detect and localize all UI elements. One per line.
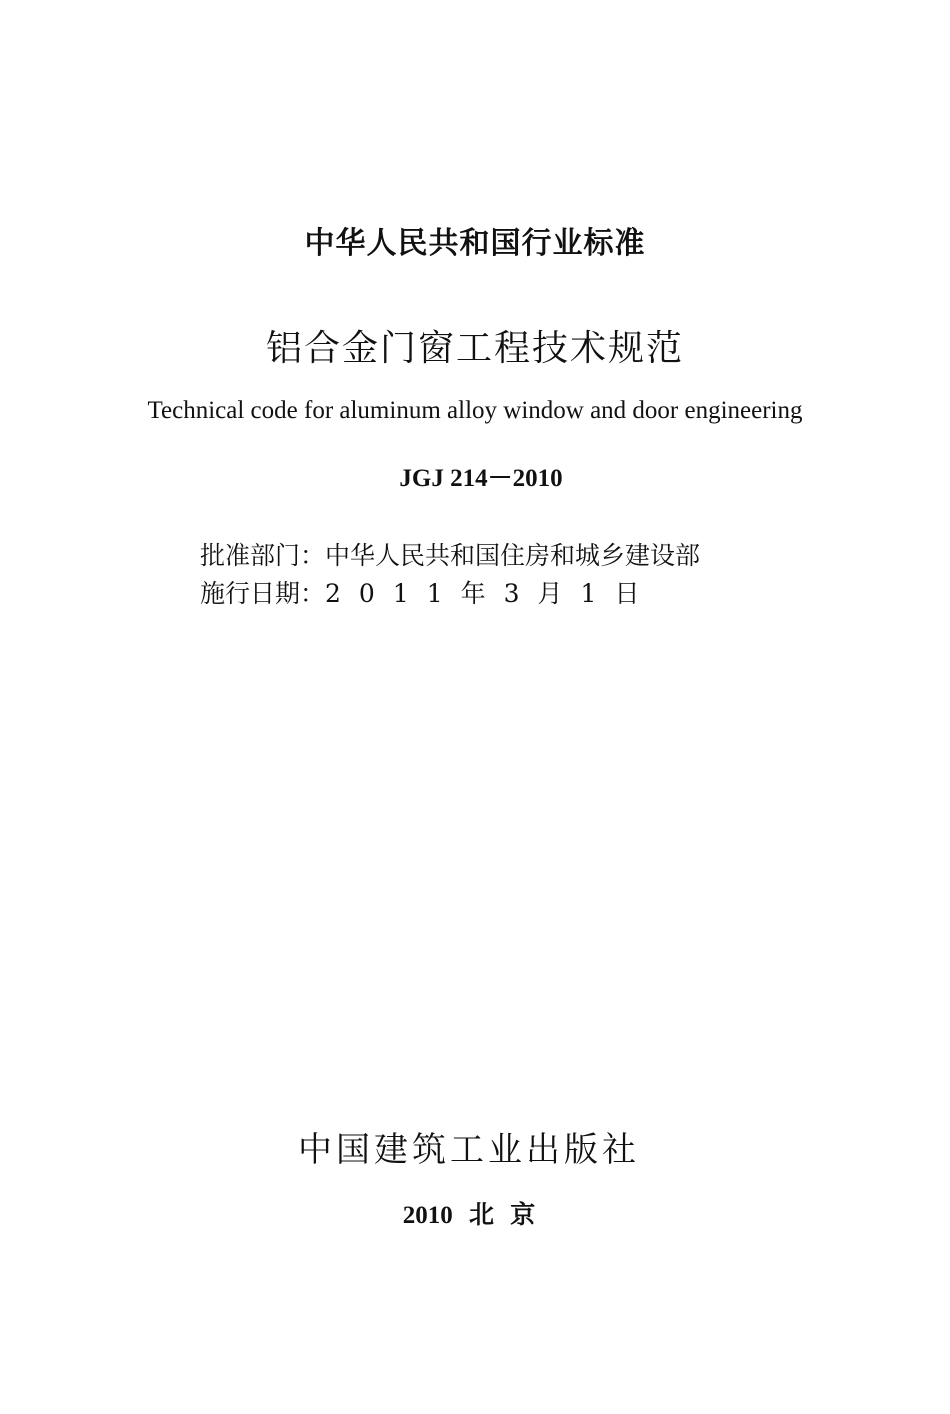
approval-department [200,536,700,572]
effective-date-label: 施行日期： [200,579,326,608]
document-title-chinese: 铝合金门窗工程技术规范 [265,328,684,369]
approval-label: 批准部门： [200,541,326,570]
standard-category: 中华人民共和国行业标准 [304,226,646,261]
publisher: 中国建筑工业出版社 [298,1130,640,1170]
effective-date-value: 2011年3月1日 [325,579,658,608]
document-title-english: Technical code for aluminum alloy window and door engineering [147,397,803,424]
publication-year-place: 2010 北 京 [402,1202,536,1229]
standard-code: JGJ 214－2010 [399,465,563,492]
effective-date [200,574,657,610]
approval-value: 中华人民共和国住房和城乡建设部 [325,541,701,570]
